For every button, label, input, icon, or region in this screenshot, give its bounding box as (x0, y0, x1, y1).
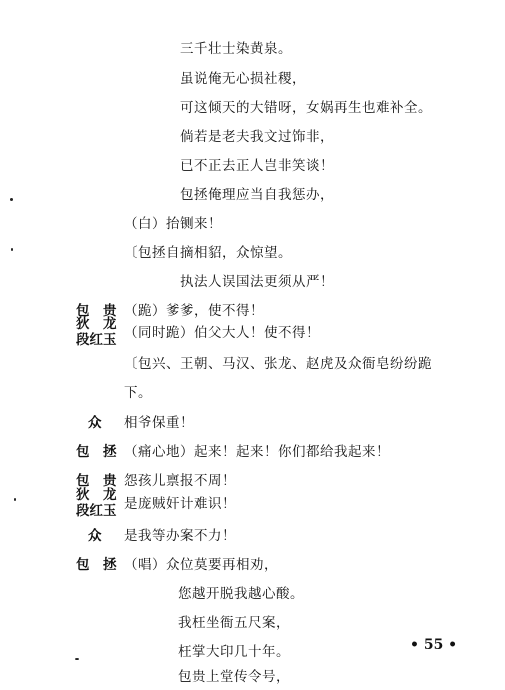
dialogue-line: 是我等办案不力！ (124, 528, 236, 544)
dialogue-line: （痛心地）起来！起来！你们都给我起来！ (124, 444, 390, 460)
stage-direction: 〔包兴、王朝、马汉、张龙、赵虎及众衙皂纷纷跪 (124, 356, 432, 372)
dialogue-line: （同时跪）伯父大人！使不得！ (124, 325, 320, 341)
verse-line: 执法人误国法更须从严！ (180, 274, 334, 290)
verse-line: 可这倾天的大错呀，女娲再生也难补全。 (180, 100, 432, 116)
verse-line: 包拯俺理应当自我惩办， (180, 187, 334, 203)
verse-line: 已不正去正人岂非笑谈！ (180, 158, 334, 174)
verse-line: 枉掌大印几十年。 (178, 644, 290, 660)
speaker-name: 狄 龙 (76, 316, 117, 332)
verse-line: 您越开脱我越心酸。 (178, 586, 304, 602)
speaker-name: 众 (88, 528, 102, 544)
speaker-name: 包 拯 (76, 557, 117, 573)
spoken-line: （白）抬铡来！ (124, 216, 222, 232)
speaker-name: 包 贵 (76, 303, 117, 319)
page-number: • 55 • (410, 637, 458, 653)
stage-direction: 〔包拯自摘相貂，众惊望。 (124, 245, 292, 261)
scan-speck (10, 198, 13, 201)
speaker-name: 包 贵 (76, 473, 117, 489)
speaker-name: 狄 龙 (76, 487, 117, 503)
verse-line: 三千壮士染黄泉。 (180, 41, 292, 57)
speaker-name: 包 拯 (76, 444, 117, 460)
stage-direction: 下。 (124, 385, 152, 401)
verse-line: 包贵上堂传令号， (178, 669, 290, 685)
speaker-name: 段红玉 (76, 503, 117, 519)
dialogue-line: （唱）众位莫要再相劝， (124, 557, 278, 573)
dialogue-line: 是庞贼奸计难识！ (124, 496, 236, 512)
dialogue-line: 相爷保重！ (124, 415, 194, 431)
dialogue-line: 怨孩儿禀报不周！ (124, 473, 236, 489)
speaker-name: 段红玉 (76, 332, 117, 348)
verse-line: 倘若是老夫我文过饰非， (180, 129, 334, 145)
scan-speck (75, 658, 79, 660)
speaker-name: 众 (88, 415, 102, 431)
verse-line: 虽说俺无心损社稷， (180, 71, 306, 87)
verse-line: 我枉坐衙五尺案， (178, 615, 290, 631)
dialogue-line: （跪）爹爹，使不得！ (124, 303, 264, 319)
scan-speck (11, 248, 13, 251)
speaker-name-pair (76, 487, 117, 519)
scan-speck (14, 498, 16, 501)
speaker-name-pair (76, 316, 117, 348)
